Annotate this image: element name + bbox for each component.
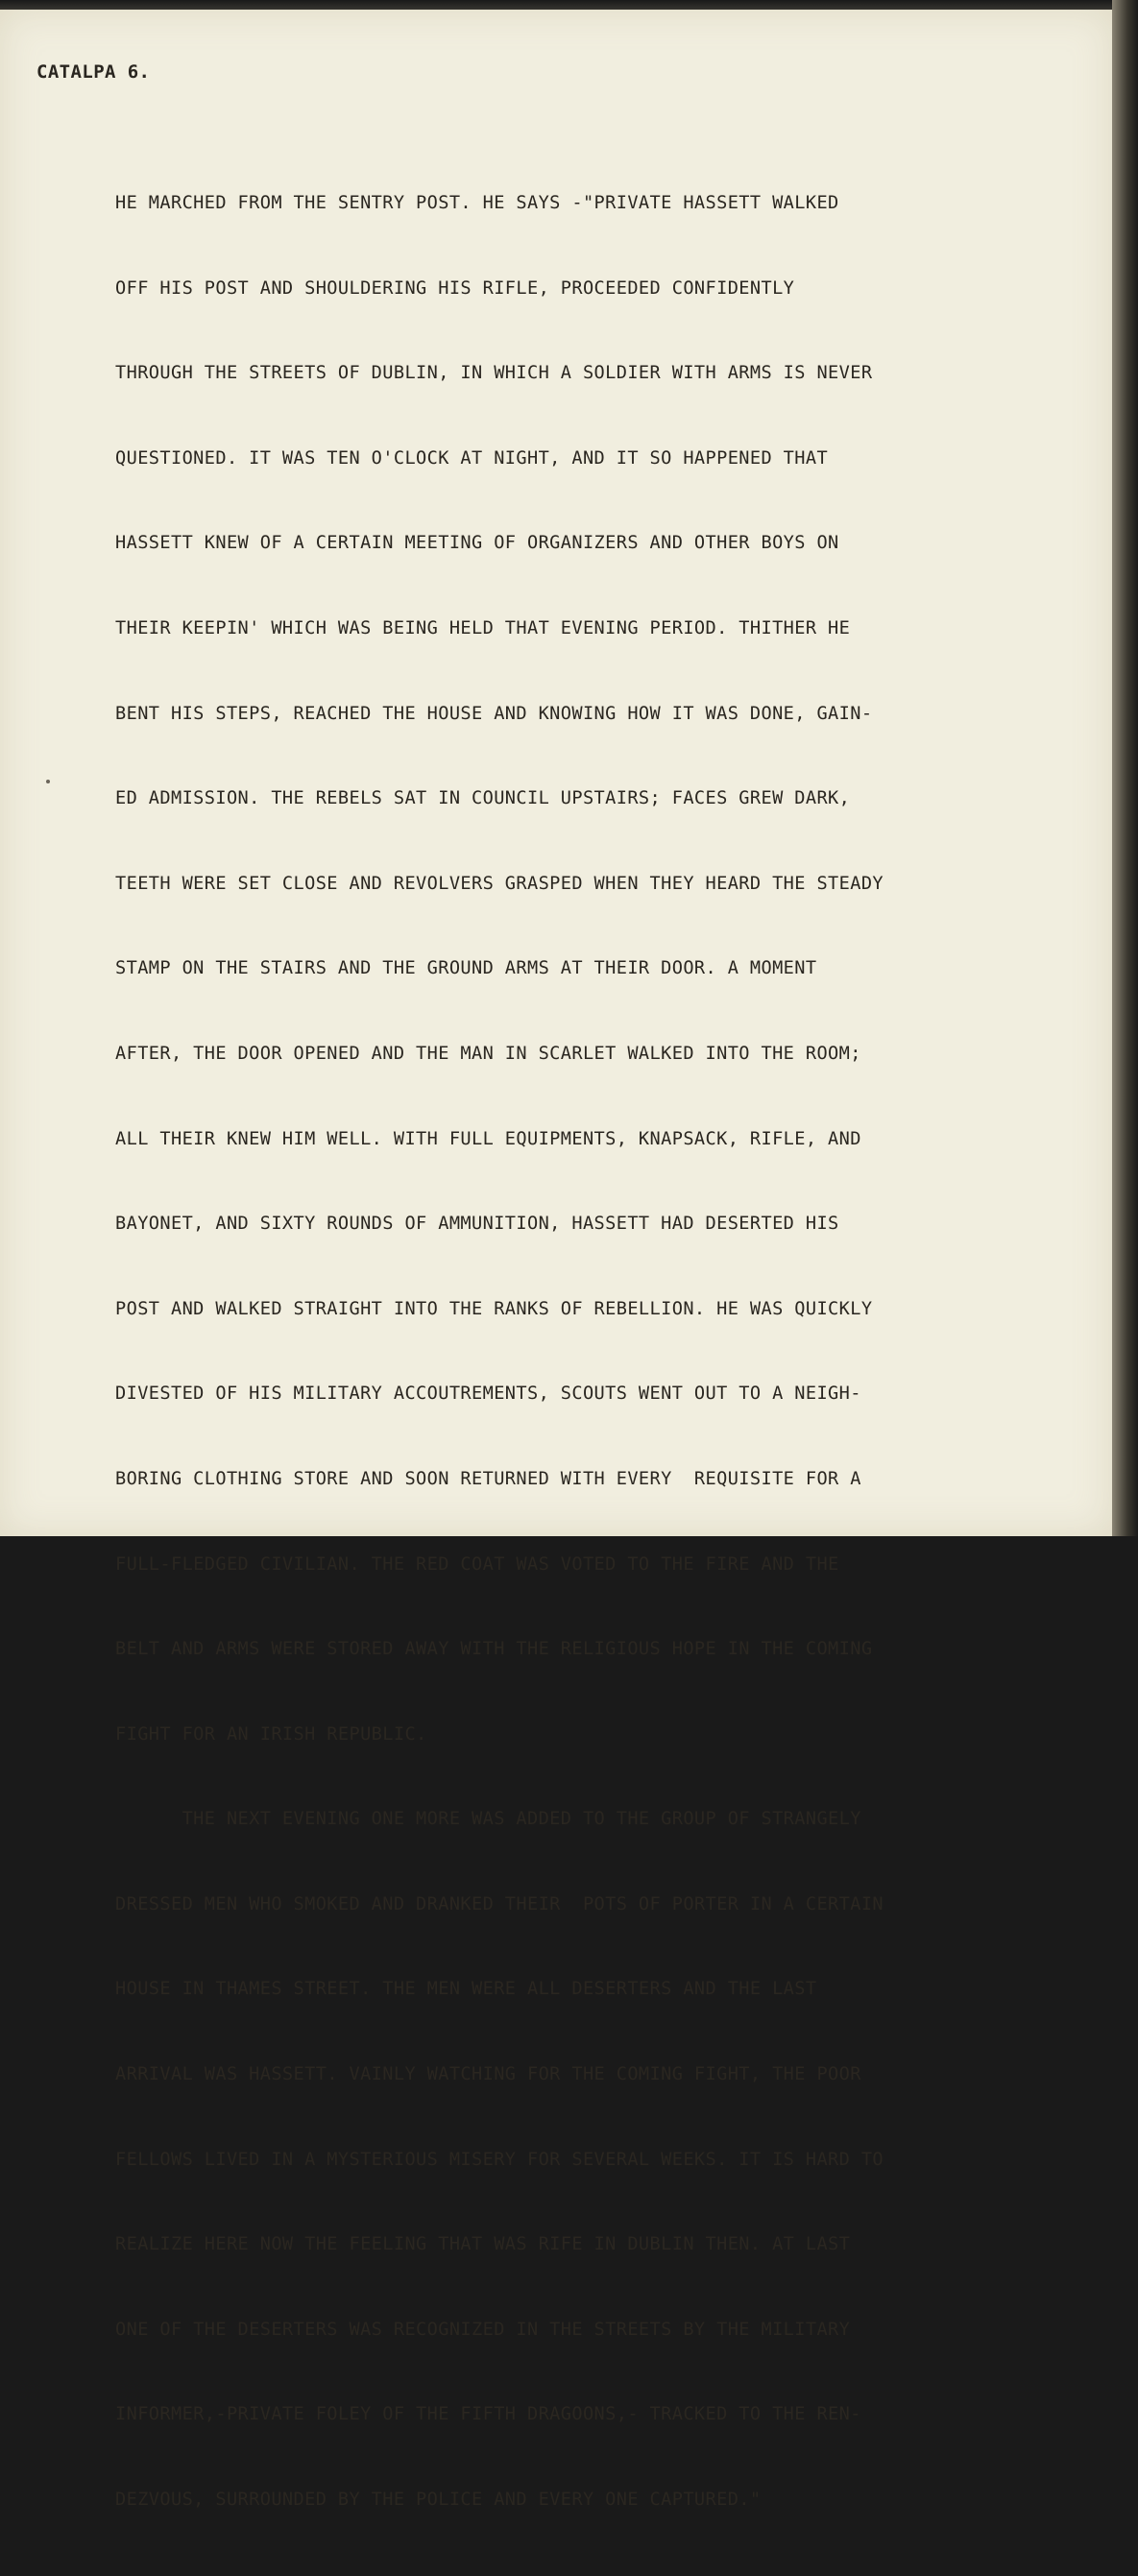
text-line: HOUSE IN THAMES STREET. THE MEN WERE ALL DESERTERS AND THE LAST <box>115 1979 817 2000</box>
text-line: STAMP ON THE STAIRS AND THE GROUND ARMS AT THEIR DOOR. A MOMENT <box>115 958 817 979</box>
text-line: FIGHT FOR AN IRISH REPUBLIC. <box>115 1723 427 1745</box>
text-line: BENT HIS STEPS, REACHED THE HOUSE AND KNOWING HOW IT WAS DONE, GAIN- <box>115 703 873 724</box>
paper-speck <box>46 780 50 783</box>
text-line: FELLOWS LIVED IN A MYSTERIOUS MISERY FOR SEVERAL WEEKS. IT IS HARD TO <box>115 2149 884 2170</box>
text-line: REALIZE HERE NOW THE FEELING THAT WAS RIFE IN DUBLIN THEN. AT LAST <box>115 2234 851 2255</box>
text-line: THEIR KEEPIN' WHICH WAS BEING HELD THAT EVENING PERIOD. THITHER HE <box>115 617 851 638</box>
text-line: ALL THEIR KNEW HIM WELL. WITH FULL EQUIPMENTS, KNAPSACK, RIFLE, AND <box>115 1128 861 1149</box>
text-line: OFF HIS POST AND SHOULDERING HIS RIFLE, PROCEEDED CONFIDENTLY <box>115 277 795 299</box>
text-line: AFTER, THE DOOR OPENED AND THE MAN IN SCARLET WALKED INTO THE ROOM; <box>115 1043 861 1064</box>
text-line: INFORMER,-PRIVATE FOLEY OF THE FIFTH DRAGOONS,- TRACKED TO THE REN- <box>115 2404 861 2425</box>
text-line: THE NEXT EVENING ONE MORE WAS ADDED TO THE GROUP OF STRANGELY <box>115 1809 861 1830</box>
text-line: QUESTIONED. IT WAS TEN O'CLOCK AT NIGHT, AND IT SO HAPPENED THAT <box>115 447 829 469</box>
text-line: POST AND WALKED STRAIGHT INTO THE RANKS OF REBELLION. HE WAS QUICKLY <box>115 1298 873 1319</box>
text-line: THROUGH THE STREETS OF DUBLIN, IN WHICH A SOLDIER WITH ARMS IS NEVER <box>115 363 873 384</box>
text-line: HASSETT KNEW OF A CERTAIN MEETING OF ORGANIZERS AND OTHER BOYS ON <box>115 533 839 554</box>
text-line: HE MARCHED FROM THE SENTRY POST. HE SAYS -"PRIVATE HASSETT WALKED <box>115 193 839 213</box>
text-line: TEETH WERE SET CLOSE AND REVOLVERS GRASPED WHEN THEY HEARD THE STEADY <box>115 873 884 894</box>
text-line: DIVESTED OF HIS MILITARY ACCOUTREMENTS, SCOUTS WENT OUT TO A NEIGH- <box>115 1384 861 1405</box>
scan-right-edge <box>1112 0 1138 1536</box>
typewritten-page <box>0 10 1112 2511</box>
text-line: DEZVOUS, SURROUNDED BY THE POLICE AND EVERY ONE CAPTURED." <box>115 2490 762 2511</box>
text-line: FULL-FLEDGED CIVILIAN. THE RED COAT WAS VOTED TO THE FIRE AND THE <box>115 1553 839 1575</box>
text-line: ONE OF THE DESERTERS WAS RECOGNIZED IN THE STREETS BY THE MILITARY <box>115 2319 851 2340</box>
text-line: ED ADMISSION. THE REBELS SAT IN COUNCIL UPSTAIRS; FACES GREW DARK, <box>115 788 851 809</box>
text-line: ARRIVAL WAS HASSETT. VAINLY WATCHING FOR THE COMING FIGHT, THE POOR <box>115 2064 861 2085</box>
page-header: CATALPA 6. <box>36 61 151 83</box>
text-line: DRESSED MEN WHO SMOKED AND DRANKED THEIR POTS OF PORTER IN A CERTAIN <box>115 1893 884 1914</box>
text-line: BORING CLOTHING STORE AND SOON RETURNED WITH EVERY REQUISITE FOR A <box>115 1468 861 1489</box>
text-line: BELT AND ARMS WERE STORED AWAY WITH THE RELIGIOUS HOPE IN THE COMING <box>115 1639 873 1660</box>
text-line: BAYONET, AND SIXTY ROUNDS OF AMMUNITION, HASSETT HAD DESERTED HIS <box>115 1214 839 1235</box>
body-text <box>115 154 884 2576</box>
